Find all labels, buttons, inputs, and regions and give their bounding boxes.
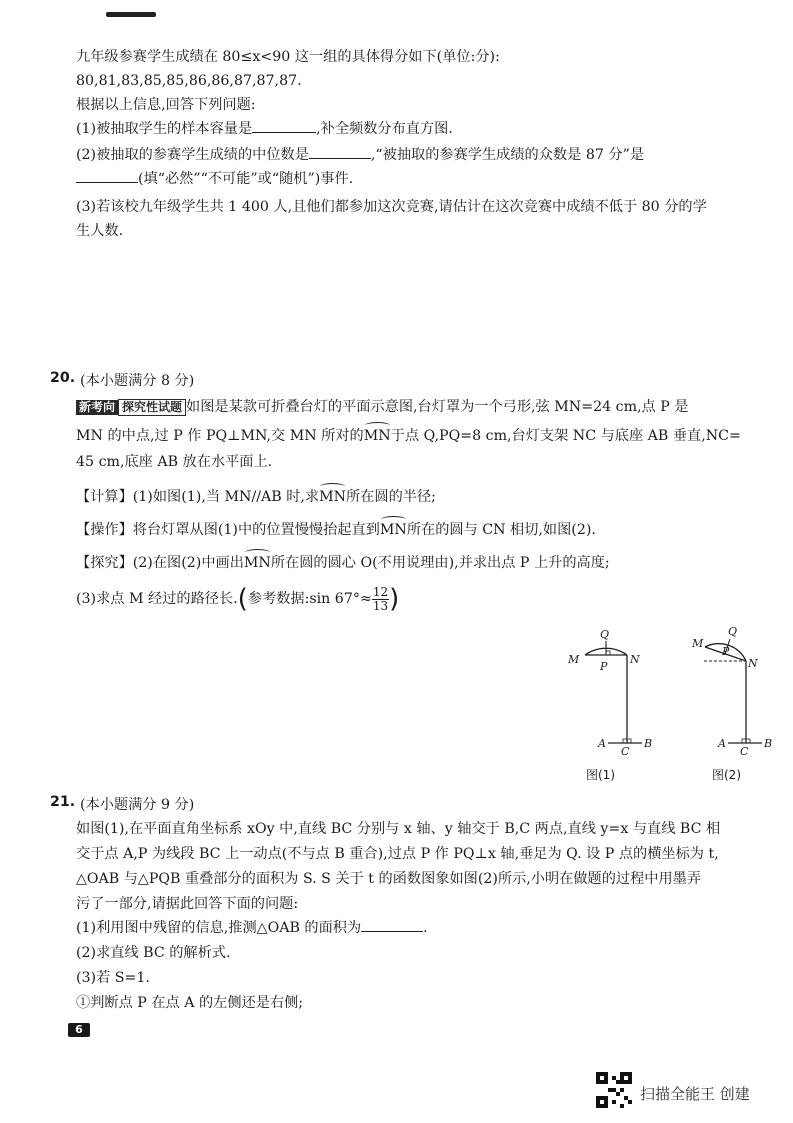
figure-1-diagram	[560, 625, 680, 765]
label-P: P	[600, 660, 608, 673]
arc-mn: MN	[364, 425, 391, 447]
q21-part2: (2)求直线 BC 的解析式.	[76, 945, 231, 961]
q20-operation: 【操作】将台灯罩从图(1)中的位置慢慢抬起直到MN所在的圆与 CN 相切,如图(2).	[76, 519, 596, 541]
figure-2-diagram	[688, 625, 788, 765]
label-N: N	[748, 657, 758, 670]
q20-line2: MN 的中点,过 P 作 PQ⊥MN,交 MN 所对的MN于点 Q,PQ=8 cm,台灯支架 NC 与底座 AB 垂直,NC=	[76, 425, 741, 447]
fraction-12-13: $\frac{12}{13}$	[372, 584, 389, 613]
q20-calc: 【计算】(1)如图(1),当 MN//AB 时,求MN所在圆的半径;	[76, 486, 436, 508]
answer-blank[interactable]	[76, 168, 138, 183]
label-Q: Q	[600, 628, 610, 641]
label-C: C	[740, 745, 749, 758]
answer-blank[interactable]	[309, 144, 371, 159]
q20-line3: 45 cm,底座 AB 放在水平面上.	[76, 454, 273, 470]
q21-line4: 污了一部分,请据此回答下面的问题:	[76, 896, 299, 912]
tag-exploratory: 探究性试题	[118, 399, 186, 416]
q21-part3: (3)若 S=1.	[76, 970, 150, 986]
figure-2-label: 图(2)	[712, 768, 741, 782]
q21-number: 21.	[50, 794, 76, 810]
q21-part1: (1)利用图中残留的信息,推测△OAB 的面积为 .	[76, 917, 428, 939]
q19-part2: (2)被抽取的参赛学生成绩的中位数是 ,“被抽取的参赛学生成绩的众数是 87 分”是	[76, 144, 644, 166]
scan-mark	[106, 12, 156, 17]
label-Q: Q	[728, 625, 738, 638]
figure-1-label: 图(1)	[586, 768, 615, 782]
label-A: A	[598, 737, 606, 750]
q21-line3: △OAB 与△PQB 重叠部分的面积为 S. S 关于 t 的函数图象如图(2)所示,小明在做题的过程中用墨弄	[76, 871, 702, 887]
label-B: B	[644, 737, 653, 750]
q19-part2-cont: (填“必然”“不可能”或“随机”)事件.	[76, 168, 353, 190]
label-B: B	[764, 737, 773, 750]
arc-mn: MN	[380, 519, 407, 541]
q21-score: (本小题满分 9 分)	[80, 797, 195, 813]
q20-number: 20.	[50, 370, 76, 386]
q19-part1: (1)被抽取学生的样本容量是 ,补全频数分布直方图.	[76, 118, 453, 140]
q20-part3: (3)求点 M 经过的路径长.(参考数据:sin 67°≈ $\frac{12}{13}$ )	[76, 584, 400, 614]
q19-part3-cont: 生人数.	[76, 223, 124, 239]
q21-line2: 交于点 A,P 为线段 BC 上一动点(不与点 B 重合),过点 P 作 PQ⊥x 轴,垂足为 Q. 设 P 点的横坐标为 t,	[76, 846, 719, 862]
page-number: 6	[68, 1023, 90, 1037]
q19-part3: (3)若该校九年级学生共 1 400 人,且他们都参加这次竞赛,请估计在这次竞赛中成绩不低于 80 分的学	[76, 199, 707, 215]
q21-line1: 如图(1),在平面直角坐标系 xOy 中,直线 BC 分别与 x 轴、y 轴交于 B,C 两点,直线 y=x 与直线 BC 相	[76, 821, 721, 837]
q19-prompt: 根据以上信息,回答下列问题:	[76, 97, 256, 113]
scanner-watermark: 扫描全能王 创建	[640, 1085, 750, 1103]
answer-blank[interactable]	[252, 118, 316, 133]
q19-intro: 九年级参赛学生成绩在 80≤x<90 这一组的具体得分如下(单位:分):	[76, 49, 500, 65]
tag-new-direction: 新考向	[76, 400, 118, 415]
label-N: N	[630, 653, 640, 666]
q20-explore: 【探究】(2)在图(2)中画出MN所在圆的圆心 O(不用说理由),并求出点 P 上升的高度;	[76, 552, 610, 574]
q21-part3-i: ①判断点 P 在点 A 的左侧还是右侧;	[76, 995, 304, 1011]
label-M: M	[568, 653, 580, 666]
q19-scores: 80,81,83,85,85,86,86,87,87,87.	[76, 73, 302, 89]
arc-mn: MN	[244, 552, 271, 574]
q20-score: (本小题满分 8 分)	[80, 373, 195, 389]
q20-line1: 新考向 探究性试题 如图是某款可折叠台灯的平面示意图,台灯罩为一个弓形,弦 MN=24 cm,点 P 是	[76, 396, 689, 418]
answer-blank[interactable]	[361, 917, 423, 932]
label-M: M	[692, 637, 704, 650]
label-C: C	[621, 745, 630, 758]
arc-mn: MN	[319, 486, 346, 508]
label-P: P	[722, 645, 730, 658]
qr-code-icon	[596, 1072, 632, 1108]
label-A: A	[718, 737, 726, 750]
